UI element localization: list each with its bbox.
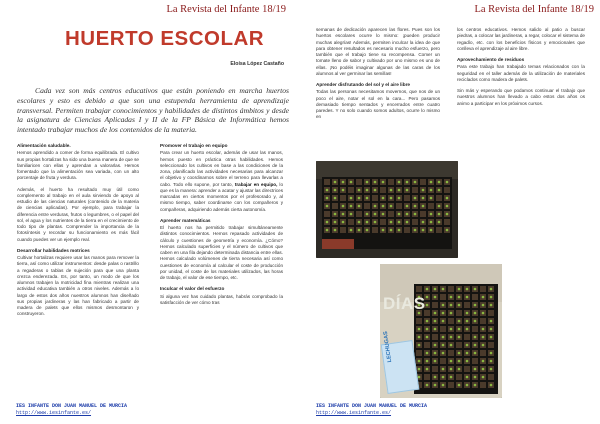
article-title: HUERTO ESCOLAR xyxy=(65,27,265,50)
seedling xyxy=(406,213,409,216)
seedling xyxy=(406,205,409,208)
seedling xyxy=(474,320,477,323)
seedling xyxy=(334,221,337,224)
tray-cell xyxy=(444,187,450,193)
tray-cell xyxy=(464,334,470,340)
paragraph-text: Para crear un huerto escolar, además de usar las manos, hemos puesto en práctica otras habilidades. Hemos seleccionado los cultivos en base a las condiciones de la zona, planificado las actividades necesarias para alcanzar el objetivo y coordinarnos sobre el terreno para llevarlas a cabo. Todo ello supone, por tanto, xyxy=(160,150,283,187)
seedling xyxy=(382,229,385,232)
tray-cell xyxy=(428,203,434,209)
seedling xyxy=(366,221,369,224)
seedling xyxy=(366,181,369,184)
seedling xyxy=(434,352,437,355)
seedling xyxy=(418,368,421,371)
seedling xyxy=(426,320,429,323)
seedling xyxy=(466,288,469,291)
seedling xyxy=(414,213,417,216)
seedling xyxy=(426,304,429,307)
tray-cell xyxy=(436,227,442,233)
seedling xyxy=(406,181,409,184)
footer xyxy=(316,403,427,416)
seedling xyxy=(358,229,361,232)
seedling xyxy=(350,205,353,208)
seedling xyxy=(418,328,421,331)
seedling xyxy=(382,197,385,200)
tray-cell xyxy=(340,227,346,233)
right-page xyxy=(300,0,600,424)
tray-cell xyxy=(348,219,354,225)
seedling xyxy=(434,376,437,379)
section-heading: Inculcar el valor del esfuerzo xyxy=(160,286,225,292)
paragraph: Hemos aprendido a comer de forma equilibrada. El cultivo sus propias hortalizas ha sido una buena manera de que se familiaricen con ellas y aprendan a valorarlas. Hemos fomentado que la alimentación sea variada, con un alto porcentaje de fruta y verdura. xyxy=(17,150,139,181)
tray-cell xyxy=(420,211,426,217)
seedling xyxy=(342,181,345,184)
tray-cell xyxy=(364,203,370,209)
tray-cell xyxy=(480,350,486,356)
seedling xyxy=(446,181,449,184)
seedling-tray-image xyxy=(316,161,458,258)
section-heading: Promover el trabajo en equipo xyxy=(160,143,228,148)
seedling xyxy=(490,320,493,323)
seedling xyxy=(482,344,485,347)
tray-cell xyxy=(380,187,386,193)
lettuce-sign xyxy=(381,330,420,394)
seedling xyxy=(434,320,437,323)
seedling xyxy=(482,312,485,315)
tray-cell xyxy=(448,350,454,356)
days-label: DÍAS xyxy=(383,294,426,313)
seedling xyxy=(450,360,453,363)
seedling xyxy=(490,296,493,299)
seedling xyxy=(398,197,401,200)
tray-cell xyxy=(412,219,418,225)
tray-cell xyxy=(448,286,454,292)
seedling xyxy=(442,288,445,291)
seedling xyxy=(426,368,429,371)
seedling xyxy=(434,344,437,347)
seedling xyxy=(490,352,493,355)
seedling xyxy=(358,221,361,224)
seedling xyxy=(334,181,337,184)
seedling xyxy=(474,288,477,291)
paragraph: Para este trabajo han trabajado temas relacionados con la seguridad en el taller además de la utilización de materiales reciclados como madera de palets. xyxy=(457,64,585,82)
tray-cell xyxy=(440,326,446,332)
seedling xyxy=(434,360,437,363)
tray-cell xyxy=(456,310,462,316)
seedling xyxy=(342,221,345,224)
column-1 xyxy=(17,143,139,323)
seedling xyxy=(366,229,369,232)
seedling xyxy=(430,189,433,192)
seedling xyxy=(442,320,445,323)
tray-cell xyxy=(456,342,462,348)
tray-cell xyxy=(456,374,462,380)
seedling xyxy=(450,296,453,299)
seedling xyxy=(406,189,409,192)
seedling xyxy=(342,205,345,208)
seedling xyxy=(398,189,401,192)
seedling xyxy=(442,312,445,315)
tray-cell xyxy=(356,179,362,185)
seedling xyxy=(450,368,453,371)
magazine-header: La Revista del Infante 18/19 xyxy=(166,4,286,15)
seedling xyxy=(490,336,493,339)
tray-cell xyxy=(340,195,346,201)
seedling xyxy=(358,205,361,208)
seedling xyxy=(450,344,453,347)
seedling xyxy=(458,328,461,331)
seedling xyxy=(426,296,429,299)
footer xyxy=(16,403,127,416)
seedling xyxy=(414,229,417,232)
seedling xyxy=(442,384,445,387)
tray-cell xyxy=(432,334,438,340)
seedling xyxy=(430,213,433,216)
seedling xyxy=(326,221,329,224)
tray-cell xyxy=(472,358,478,364)
seedling xyxy=(490,328,493,331)
seedling xyxy=(490,368,493,371)
seedling xyxy=(326,205,329,208)
seedling xyxy=(398,181,401,184)
seedling xyxy=(366,213,369,216)
seedling xyxy=(382,213,385,216)
seedling xyxy=(490,304,493,307)
section-heading: Desarrollar habilidades motrices xyxy=(17,247,90,253)
seedling xyxy=(326,229,329,232)
seedling xyxy=(450,376,453,379)
article-intro: Cada vez son más centros educativos que están poniendo en marcha huertos escolares y esto es debido a que son una estupenda herramienta de aprendizaje transversal. Permiten trabajar conocimientos y habilidades de distintos ámbitos y desde la asignatura de Ciencias Aplicadas I y II de la FP Básica de Informática hemos intentado trabajar muchos de los contenidos de la materia. xyxy=(17,86,289,135)
seedling xyxy=(430,221,433,224)
seedling xyxy=(414,181,417,184)
seedling xyxy=(442,304,445,307)
footer-link[interactable]: http://www.iesinfante.es/ xyxy=(16,409,92,416)
seedling xyxy=(342,213,345,216)
seedling xyxy=(442,352,445,355)
seedling xyxy=(334,189,337,192)
seedling xyxy=(450,304,453,307)
seedling xyxy=(426,360,429,363)
seedling xyxy=(474,304,477,307)
seedling xyxy=(434,296,437,299)
section-heading: Aprovechamiento de residuos xyxy=(457,57,525,62)
seedling xyxy=(450,328,453,331)
seedling xyxy=(442,336,445,339)
tray-cell xyxy=(488,374,494,380)
tray-cell xyxy=(416,318,422,324)
seedling xyxy=(450,312,453,315)
seedling xyxy=(430,197,433,200)
tray-cell xyxy=(412,187,418,193)
seedling xyxy=(482,360,485,363)
tray-cell xyxy=(432,302,438,308)
seedling-tray-photo xyxy=(316,161,458,258)
seedling xyxy=(434,312,437,315)
seedling xyxy=(438,221,441,224)
tray-cell xyxy=(480,382,486,388)
paragraph: Cultivar hortalizas requiere usar las manos para remover la tierra, así como utilizar instrumentos: desde palas o rastrillo a regaderas o tablas de sujeción para que una planta crezca enderezada. Es, por tanto, un modo de que los alumnos trabajen la motricidad fina mientras realizan una actividad educativa también a otros niveles. Además a lo largo de estos dos años nuestros alumnos han diseñado sus propias jardineras y las han fabricado a partir de madera de palets que ellos mismos desmontaron y construyeron. xyxy=(17,255,139,317)
seedling xyxy=(434,384,437,387)
tray-cell xyxy=(396,203,402,209)
seedling xyxy=(426,352,429,355)
section-heading: Aprender disfrutando del sol y el aire libre xyxy=(316,82,411,87)
tray-cell xyxy=(424,342,430,348)
seedling xyxy=(422,197,425,200)
seedling xyxy=(458,368,461,371)
tray-cell xyxy=(480,286,486,292)
seedling xyxy=(434,288,437,291)
paragraph-text: lo que es la manera: aprender a acatar y ajustar las directrices marcadas en ciertos momentos por el profesorado y, al mismo tiempo, saber coordinarse con los compañeros y compañeras, adquiriendo además cierta autonomía. xyxy=(160,181,283,212)
seedling xyxy=(350,213,353,216)
footer-school: IES INFANTE DON JUAN MANUEL DE MURCIA xyxy=(316,403,428,409)
tray-cell xyxy=(448,382,454,388)
seedling xyxy=(446,229,449,232)
seedling xyxy=(438,213,441,216)
seedling xyxy=(466,360,469,363)
seedling xyxy=(458,336,461,339)
lettuce-tray-photo xyxy=(380,264,502,398)
tray-cell xyxy=(472,326,478,332)
seedling xyxy=(458,320,461,323)
tray-cell xyxy=(416,286,422,292)
seedling xyxy=(430,229,433,232)
seedling xyxy=(474,352,477,355)
seedling xyxy=(334,213,337,216)
seedling xyxy=(414,197,417,200)
seedling xyxy=(474,384,477,387)
seedling xyxy=(446,197,449,200)
footer-link[interactable]: http://www.iesinfante.es/ xyxy=(316,409,392,416)
tray-cell xyxy=(444,219,450,225)
seedling xyxy=(466,376,469,379)
seedling xyxy=(442,344,445,347)
seedling xyxy=(422,229,425,232)
seedling xyxy=(458,304,461,307)
seedling xyxy=(466,296,469,299)
seedling xyxy=(418,336,421,339)
seedling xyxy=(482,376,485,379)
tray-cell xyxy=(416,350,422,356)
tray-cell xyxy=(488,310,494,316)
seedling xyxy=(382,205,385,208)
tray-cell xyxy=(404,227,410,233)
tray-cell xyxy=(464,302,470,308)
tray-cell xyxy=(332,203,338,209)
section-heading: Aprender matemáticas xyxy=(160,217,211,223)
seedling xyxy=(490,384,493,387)
seedling xyxy=(466,320,469,323)
tray-cell xyxy=(380,219,386,225)
seedling xyxy=(438,189,441,192)
seedling xyxy=(390,221,393,224)
tray-cell xyxy=(348,187,354,193)
seedling xyxy=(450,336,453,339)
seedling xyxy=(458,384,461,387)
seedling xyxy=(438,181,441,184)
seedling xyxy=(482,328,485,331)
seedling xyxy=(466,352,469,355)
seedling xyxy=(442,368,445,371)
seedling xyxy=(366,189,369,192)
seedling xyxy=(490,288,493,291)
paragraph: Si alguna vez has cuidado plantas, habrás comprobado la satisfacción de ver cómo tras xyxy=(160,293,283,305)
seedling xyxy=(358,197,361,200)
paragraph: Además, el huerto ha resultado muy útil como complemento al trabajo en el aula sirviendo de apoyo al estudio de las ciencias naturales (contenido de la materia de ciencias aplicadas). Por ejemplo, para trabajar la diferencia entre verduras, frutos o legumbres, o el papel del sol, el agua y los nutrientes de la tierra en el crecimiento de todo tipo de plantas. Comprender la importancia de la fotosíntesis y recordar su funcionamiento es más fácil cuando puedes ver un ejemplo real. xyxy=(17,186,139,242)
seedling xyxy=(366,197,369,200)
seedling xyxy=(350,229,353,232)
tray-cell xyxy=(464,366,470,372)
seedling xyxy=(374,189,377,192)
seedling xyxy=(350,197,353,200)
tray-cell xyxy=(424,374,430,380)
seedling xyxy=(446,205,449,208)
tray-cell xyxy=(388,179,394,185)
paragraph: Sin más y esperando que podamos continuar el trabajo que nuestros alumnos han llevado a cabo estos dos años os animo a participar en los próximos cursos. xyxy=(457,88,585,106)
seedling xyxy=(458,360,461,363)
tray-cell xyxy=(404,195,410,201)
seedling xyxy=(334,229,337,232)
seedling xyxy=(374,213,377,216)
magazine-header: La Revista del Infante 18/19 xyxy=(474,4,594,15)
tray-cell xyxy=(480,318,486,324)
seedling xyxy=(426,384,429,387)
tray-cell xyxy=(440,294,446,300)
seedling xyxy=(466,312,469,315)
article-author: Eloísa López Castaño xyxy=(230,61,284,67)
tray-cell xyxy=(488,342,494,348)
seedling xyxy=(326,189,329,192)
seedling xyxy=(326,197,329,200)
seedling xyxy=(482,368,485,371)
seedling xyxy=(390,189,393,192)
tray-cell xyxy=(440,358,446,364)
seedling xyxy=(390,229,393,232)
seedling xyxy=(482,336,485,339)
bold-phrase: trabajar en equipo, xyxy=(234,181,278,187)
paragraph: semanas de dedicación aparecen las flores. Pues son los huertos escolares ocurre lo mismo: ¡pueden producir muchas alegrías! Además, permiten inculcar la idea de que para obtener resultados es necesario mucho esfuerzo, pero también que el trabajo tiene su recompensa. Comer un tomate lleno de sabor y cultivado por uno mismo es uno de ellas. ¡No podéis imaginar algunas de las caras de los alumnos al ver germinar las semillas! xyxy=(316,27,440,76)
seedling xyxy=(442,376,445,379)
tray-cell xyxy=(324,211,330,217)
seedling xyxy=(398,221,401,224)
seedling xyxy=(422,205,425,208)
seedling xyxy=(446,213,449,216)
seedling xyxy=(414,205,417,208)
seedling xyxy=(390,205,393,208)
paragraph: Todas las personas necesitamos movernos, que nos de un poco el aire, notar el sol en la cara... Pero pasamos demasiado tiempo sentados y encerrados entre cuatro paredes. Y no solo cuando somos adultos, ocurre lo mismo en xyxy=(316,89,440,120)
seedling xyxy=(474,344,477,347)
seedling xyxy=(466,328,469,331)
seedling xyxy=(474,336,477,339)
paragraph: El huerto nos ha permitido trabajar simultáneamente distintos conocimientos. Hemos repasado actividades de cálculo y cuestiones de geometría y economía. ¿Cómo? Hemos calculado superficies y el número de cultivos que caben en una fila dejando determinada distancia entre ellas. Hemos calculado volúmenes de tierra necesaria así como cuestiones de economía al calcular el coste de producción por unidad, el coste de los materiales utilizados, las horas de trabajo, el valor de ese tiempo, etc. xyxy=(160,225,283,280)
seedling xyxy=(466,344,469,347)
seedling xyxy=(438,205,441,208)
seedling xyxy=(474,368,477,371)
tray-cell xyxy=(372,227,378,233)
seedling xyxy=(474,376,477,379)
seedling xyxy=(490,360,493,363)
seedling xyxy=(422,221,425,224)
seedling xyxy=(390,197,393,200)
seedling xyxy=(358,189,361,192)
seedling xyxy=(398,229,401,232)
seedling xyxy=(398,213,401,216)
lettuce-label: LECHUGAS xyxy=(382,330,394,363)
seedling xyxy=(482,304,485,307)
seedling xyxy=(430,181,433,184)
seedling xyxy=(466,384,469,387)
seedling xyxy=(334,197,337,200)
seedling xyxy=(342,189,345,192)
paragraph xyxy=(160,150,283,213)
tray-cell xyxy=(432,366,438,372)
tray-cell xyxy=(420,179,426,185)
footer-school: IES INFANTE DON JUAN MANUEL DE MURCIA xyxy=(16,403,128,409)
tray-cell xyxy=(324,179,330,185)
section-heading: Alimentación saludable. xyxy=(17,143,71,148)
seedling xyxy=(418,376,421,379)
tray-cell xyxy=(436,195,442,201)
seedling xyxy=(426,336,429,339)
tray-cell xyxy=(356,211,362,217)
seedling xyxy=(350,181,353,184)
seedling xyxy=(434,328,437,331)
seedling xyxy=(482,296,485,299)
seedling xyxy=(406,221,409,224)
seedling xyxy=(458,288,461,291)
seedling xyxy=(426,288,429,291)
seedling xyxy=(374,221,377,224)
column-2 xyxy=(160,143,283,311)
tray-cell xyxy=(388,211,394,217)
seedling xyxy=(426,328,429,331)
seedling xyxy=(422,189,425,192)
days-sign xyxy=(383,294,426,314)
seedling xyxy=(458,352,461,355)
tray-cell xyxy=(472,294,478,300)
paragraph: los centros educativos. Hemos salido al patio a buscar piedras, a colocar las jardineras, a regar, colocar el sistema de regadío, etc. con los beneficios físicos y emocionales que conlleva el aprendizaje al aire libre. xyxy=(457,27,585,51)
seedling xyxy=(418,344,421,347)
tray-cell xyxy=(372,195,378,201)
seedling xyxy=(474,312,477,315)
seedling xyxy=(374,205,377,208)
seedling xyxy=(382,181,385,184)
tray-cell xyxy=(448,318,454,324)
seedling xyxy=(374,181,377,184)
seedling xyxy=(418,360,421,363)
seedling xyxy=(458,296,461,299)
